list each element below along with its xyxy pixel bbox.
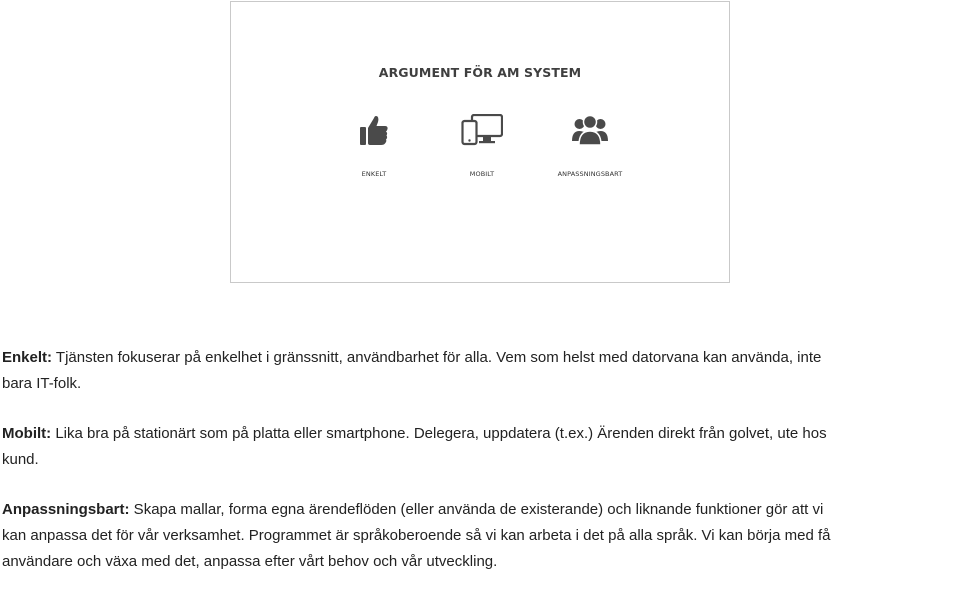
note-enkelt [2,345,960,397]
feature-anpassningsbart [535,114,645,178]
note-term: Anpassningsbart: [2,501,130,518]
note-text: kan anpassa det för vår verksamhet. Programmet är språkoberoende så vi kan arbeta i det på alla språk. Vi kan börja med få [2,527,831,544]
people-group-icon [572,114,608,146]
note-mobilt [2,421,960,473]
note-text: användare och växa med det, anpassa efter vårt behov och vår utveckling. [2,553,498,570]
feature-label-enkelt: ENKELT [361,170,387,178]
thumbs-up-icon [359,114,389,146]
feature-label-mobilt: MOBILT [469,170,495,178]
note-text: kund. [2,451,39,468]
feature-mobilt [427,114,537,178]
note-text: Lika bra på stationärt som på platta eller smartphone. Delegera, uppdatera (t.ex.) Ärenden direkt från golvet, ute hos [51,425,827,442]
note-text: bara IT-folk. [2,375,82,392]
slide-title: ARGUMENT FÖR AM SYSTEM [378,65,582,80]
slide [230,1,730,283]
feature-enkelt [319,114,429,178]
note-anpassningsbart [2,497,960,575]
feature-label-anpassningsbart: ANPASSNINGSBART [557,170,623,178]
devices-icon [461,114,503,146]
note-term: Mobilt: [2,425,52,442]
note-text: Tjänsten fokuserar på enkelhet i gränssnitt, användbarhet för alla. Vem som helst med datorvana kan använda, inte [52,349,822,366]
note-text: Skapa mallar, forma egna ärendeflöden (eller använda de existerande) och liknande funktioner gör att vi [129,501,824,518]
note-term: Enkelt: [2,349,53,366]
speaker-notes [2,345,960,599]
